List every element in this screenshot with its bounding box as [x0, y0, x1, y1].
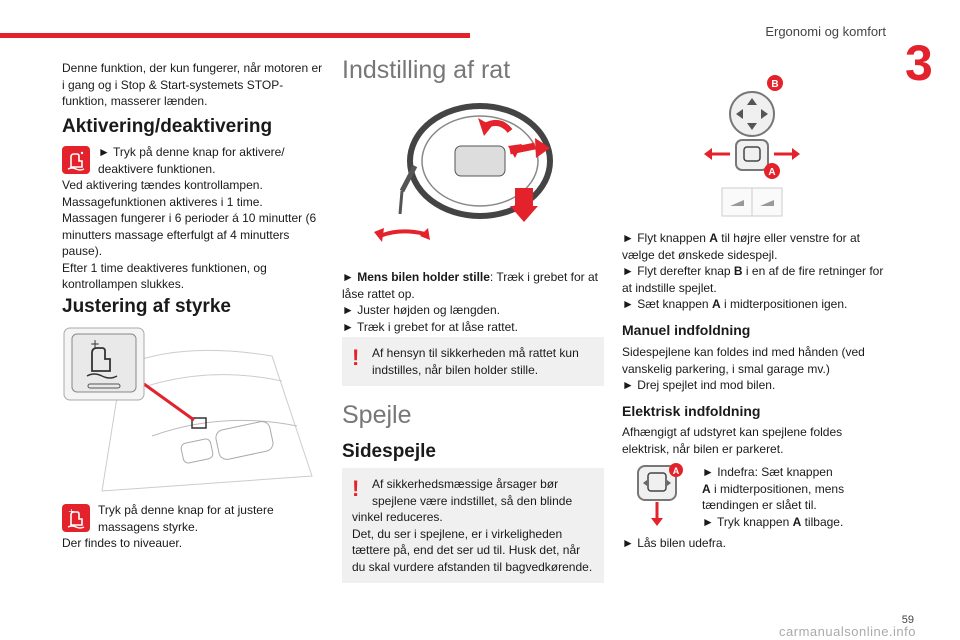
wheel-warning-box [342, 337, 604, 386]
mirror-step-3-a: ► Sæt knappen [622, 297, 712, 311]
strength-step: Tryk på denne knap for at justere massagens styrke. [98, 503, 274, 534]
mirror-step-3-b: A [711, 297, 721, 311]
warning-exclamation-icon: ! [352, 345, 360, 370]
chapter-number: 3 [905, 35, 933, 91]
electric-fold-text: Afhængigt af udstyret kan spejlene foldes elektrisk, når bilen er parkeret. [622, 425, 843, 456]
label-a-fold: A [672, 466, 680, 476]
wheel-step-1: ► Mens bilen holder stille: Træk i grebet for at låse rattet op. [342, 270, 598, 301]
wheel-warning-text: Af hensyn til sikkerheden må rattet kun indstilles, når bilen holder stille. [372, 346, 579, 377]
mirror-warning-text-1: Af sikkerhedsmæssige årsager bør spejlene være indstillet, så den blinde vinkel reduceres. [352, 477, 573, 524]
mirror-step-2-b: B [733, 264, 743, 278]
fold-step-3 [702, 514, 862, 531]
activation-block [62, 144, 324, 293]
wheel-step-1-rest: : Træk i grebet for at låse rattet op. [342, 270, 598, 301]
heading-activation: Aktivering/deaktivering [62, 116, 273, 137]
page-number: 59 [901, 614, 914, 626]
watermark: carmanualsonline.info [779, 624, 916, 639]
mirror-step-1-c: til højre eller venstre for at vælge det ønskede sidespejl. [622, 231, 860, 262]
fold-button-illustration [632, 462, 688, 528]
massage-button-icon [62, 504, 90, 532]
wheel-step-2: ► Juster højden og længden. [342, 303, 500, 317]
fold-step-2 [702, 481, 862, 514]
mirror-steps [622, 230, 890, 313]
label-b: B [771, 79, 779, 90]
strength-note: Der findes to niveauer. [62, 536, 183, 550]
svg-text:+: + [68, 507, 75, 516]
heading-side-mirrors: Sidespejle [342, 441, 436, 462]
fold-step-3-b: A [792, 514, 802, 529]
massage-button-icon [62, 146, 90, 174]
mirror-step-3 [622, 296, 890, 313]
strength-block [62, 502, 324, 552]
warning-exclamation-icon: ! [352, 476, 360, 501]
heading-wheel: Indstilling af rat [342, 56, 511, 84]
heading-mirrors: Spejle [342, 401, 412, 429]
section-title: Ergonomi og komfort [765, 24, 886, 39]
mirror-step-1-a: ► Flyt knappen [622, 231, 710, 245]
heading-strength: Justering af styrke [62, 296, 231, 317]
activation-line: Efter 1 time deaktiveres funktionen, og kontrollampen slukkes. [62, 260, 267, 291]
manual-fold-step: ► Drej spejlet ind mod bilen. [622, 378, 776, 392]
seat-illustration [62, 326, 324, 496]
heading-electric-fold: Elektrisk indfoldning [622, 403, 761, 419]
mirror-step-1 [622, 230, 890, 263]
fold-step-2-b: A [702, 481, 711, 496]
svg-text:+: + [90, 337, 101, 351]
fold-step-1: ► Indefra: Sæt knappen [702, 465, 833, 479]
header-accent-bar [0, 33, 470, 38]
activation-step: ► Tryk på denne knap for aktivere/ deaktivere funktionen. [98, 145, 285, 176]
fold-step-3-a: ► Tryk knappen [702, 514, 793, 529]
steering-wheel-illustration [360, 96, 560, 246]
activation-line: Ved aktivering tændes kontrollampen. [62, 178, 263, 192]
mirror-warning-text-2: Det, du ser i spejlene, er i virkeligheden tættere på, end det ser ud til. Husk det, når du skal vurdere afstanden til bagvedkørende. [352, 526, 593, 574]
mirror-step-2-c: i en af de fire retninger for at indstille spejlet. [622, 264, 884, 295]
wheel-step-1-bold: Mens bilen holder stille [357, 270, 490, 284]
fold-step-3-c: tilbage. [801, 514, 844, 529]
fold-step-2-rest: i midterpositionen, mens tændingen er slået til. [702, 481, 845, 512]
lock-step: ► Lås bilen udefra. [622, 536, 726, 550]
mirror-step-2 [622, 263, 890, 296]
mirror-step-1-b: A [709, 231, 718, 245]
mirror-step-2-a: ► Flyt derefter knap [622, 264, 734, 278]
mirror-warning-box [342, 468, 604, 583]
intro-text: Denne funktion, der kun fungerer, når motoren er i gang og i Stop & Start-systemets STOP-funktion, masserer lænden. [62, 61, 323, 108]
mirror-control-illustration [700, 70, 810, 220]
wheel-step-3: ► Træk i grebet for at låse rattet. [342, 319, 518, 334]
column-1 [62, 60, 324, 110]
mirror-step-3-c: i midterpositionen igen. [720, 297, 848, 311]
label-a: A [768, 167, 776, 178]
activation-line: Massagen fungerer i 6 perioder á 10 minutter (6 minutters massage efterfulgt af 4 minutters pause). [62, 211, 317, 258]
fold-steps [702, 464, 862, 530]
activation-line: Massagefunktionen aktiveres i 1 time. [62, 194, 263, 209]
heading-manual-fold: Manuel indfoldning [622, 322, 751, 338]
manual-fold-block [622, 344, 890, 394]
wheel-steps [342, 269, 604, 335]
manual-fold-text: Sidespejlene kan foldes ind med hånden (ved vanskelig parkering, i smal garage mv.) [622, 345, 865, 376]
